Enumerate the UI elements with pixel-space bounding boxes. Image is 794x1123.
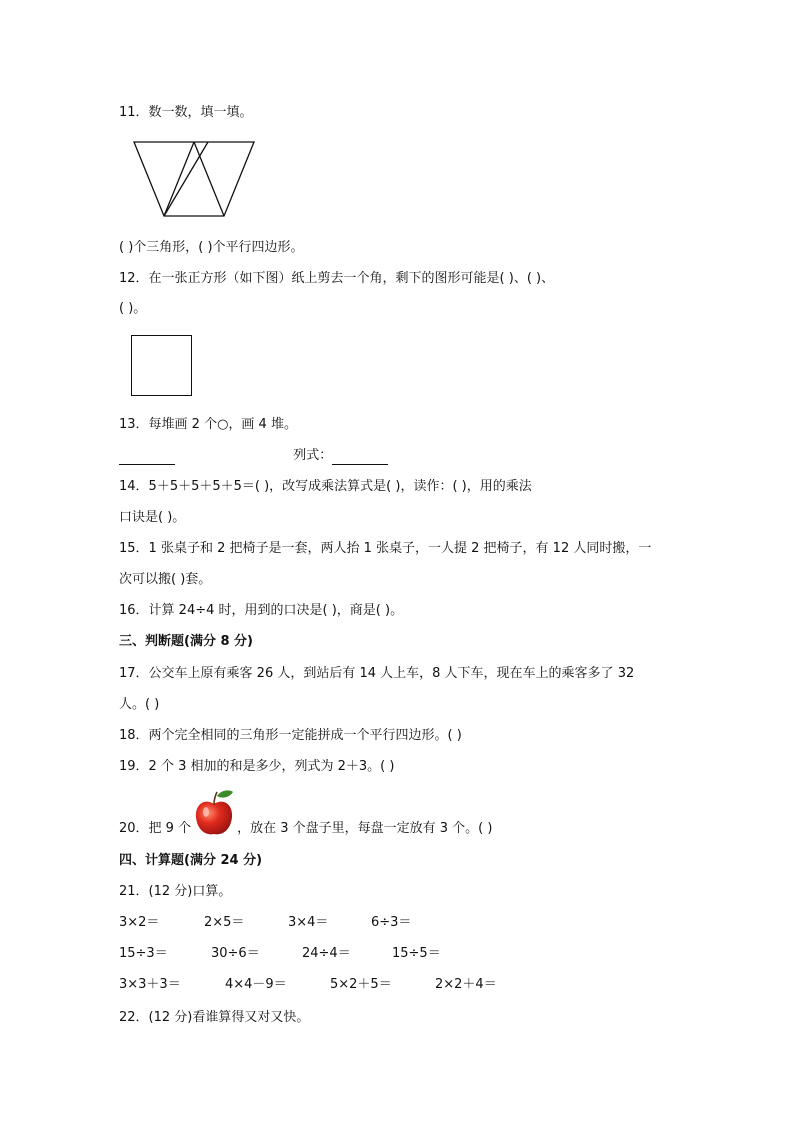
- q20-pre: 20．把 9 个: [119, 821, 192, 836]
- drawing-blank: [119, 450, 175, 465]
- calc-item: 3×3＋3＝: [119, 977, 181, 992]
- calc-item: 30÷6＝: [211, 946, 260, 961]
- q12-line1: 12．在一张正方形（如下图）纸上剪去一个角，剩下的图形可能是( )、( )、: [119, 271, 555, 286]
- square-figure: [131, 335, 192, 396]
- q11-title: 11．数一数，填一填。: [119, 105, 253, 120]
- calc-item: 5×2＋5＝: [330, 977, 392, 992]
- q12-line2: ( )。: [119, 301, 147, 316]
- calc-item: 3×4＝: [288, 915, 329, 930]
- q17-line1: 17．公交车上原有乘客 26 人，到站后有 14 人上车，8 人下车，现在车上的乘客多了 32: [119, 666, 635, 681]
- calc-item: 6÷3＝: [371, 915, 412, 930]
- calc-item: 2×5＝: [204, 915, 245, 930]
- calc-item: 4×4－9＝: [225, 977, 287, 992]
- section-3-title: 三、判断题(满分 8 分): [119, 634, 253, 649]
- q20-row: [119, 820, 492, 838]
- q14-line2: 口诀是( )。: [119, 510, 186, 525]
- calc-item: 15÷5＝: [392, 946, 441, 961]
- calc-item: 24÷4＝: [302, 946, 351, 961]
- formula-blank: [332, 450, 388, 465]
- q14-line1: 14．5＋5＋5＋5＋5＝( )，改写成乘法算式是( )，读作：( )，用的乘法: [119, 479, 532, 494]
- q19-line1: 19．2 个 3 相加的和是多少，列式为 2＋3。( ): [119, 759, 395, 774]
- trapezoid-figure: [130, 140, 258, 220]
- q20-post: ，放在 3 个盘子里，每盘一定放有 3 个。( ): [237, 821, 493, 836]
- calc-item: 15÷3＝: [119, 946, 168, 961]
- q11-answer: ( )个三角形，( )个平行四边形。: [119, 240, 304, 255]
- q22-title: 22．(12 分)看谁算得又对又快。: [119, 1010, 310, 1025]
- q15-line1: 15．1 张桌子和 2 把椅子是一套，两人抬 1 张桌子，一人提 2 把椅子，有 12 人同时搬，一: [119, 541, 652, 556]
- calc-item: 2×2＋4＝: [435, 977, 497, 992]
- formula-label: 列式：: [293, 448, 333, 463]
- calc-item: 3×2＝: [119, 915, 160, 930]
- q21-title: 21．(12 分)口算。: [119, 884, 232, 899]
- q13-answer-row: [119, 447, 388, 465]
- q13-title: 13．每堆画 2 个○，画 4 堆。: [119, 417, 297, 432]
- q15-line2: 次可以搬( )套。: [119, 572, 212, 587]
- apple-icon: [191, 820, 237, 838]
- q17-line2: 人。( ): [119, 697, 160, 712]
- section-4-title: 四、计算题(满分 24 分): [119, 853, 263, 868]
- q18-line1: 18．两个完全相同的三角形一定能拼成一个平行四边形。( ): [119, 728, 462, 743]
- q16-line1: 16．计算 24÷4 时，用到的口决是( )，商是( )。: [119, 603, 404, 618]
